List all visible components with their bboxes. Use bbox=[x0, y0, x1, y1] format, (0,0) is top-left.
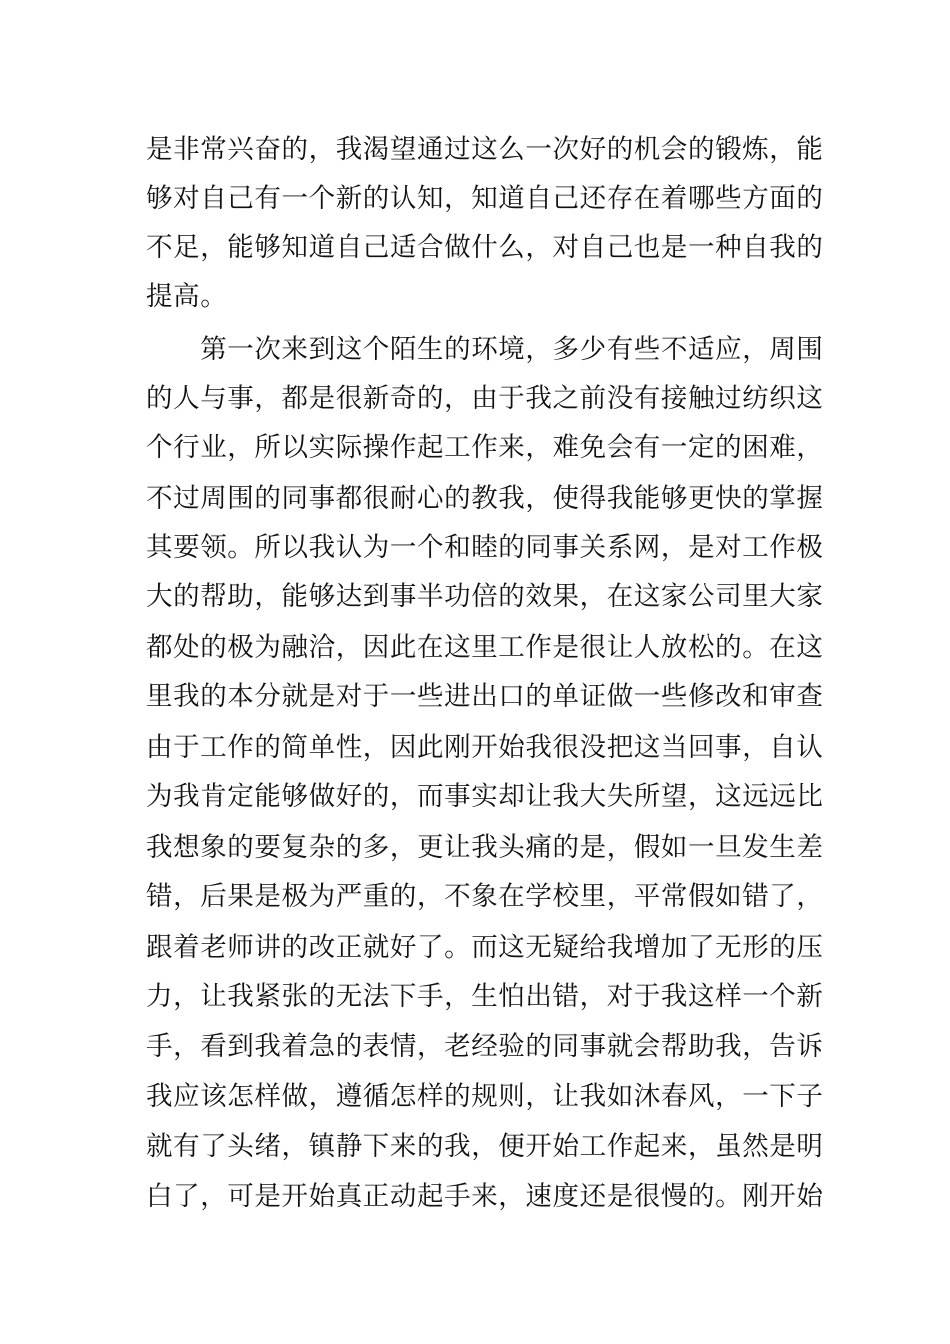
text-line: 不过周围的同事都很耐心的教我，使得我能够更快的掌握 bbox=[146, 483, 824, 514]
text-line: 手，看到我着急的表情，老经验的同事就会帮助我，告诉 bbox=[146, 1031, 824, 1062]
text-line: 个行业，所以实际操作起工作来，难免会有一定的困难， bbox=[146, 432, 824, 463]
text-line: 由于工作的简单性，因此刚开始我很没把这当回事，自认 bbox=[146, 732, 824, 763]
text-line: 提高。 bbox=[146, 281, 228, 312]
text-line: 力，让我紧张的无法下手，生怕出错，对于我这样一个新 bbox=[146, 981, 824, 1012]
text-line: 不足，能够知道自己适合做什么，对自己也是一种自我的 bbox=[146, 232, 824, 263]
text-line: 我想象的要复杂的多，更让我头痛的是，假如一旦发生差 bbox=[146, 832, 824, 863]
text-line: 跟着老师讲的改正就好了。而这无疑给我增加了无形的压 bbox=[146, 932, 824, 963]
text-line: 大的帮助，能够达到事半功倍的效果，在这家公司里大家 bbox=[146, 581, 824, 612]
text-line: 我应该怎样做，遵循怎样的规则，让我如沐春风，一下子 bbox=[146, 1081, 824, 1112]
text-line: 就有了头绪，镇静下来的我，便开始工作起来，虽然是明 bbox=[146, 1131, 824, 1162]
text-line: 里我的本分就是对于一些进出口的单证做一些修改和审查 bbox=[146, 681, 824, 712]
text-line: 够对自己有一个新的认知，知道自己还存在着哪些方面的 bbox=[146, 183, 824, 214]
text-line: 其要领。所以我认为一个和睦的同事关系网，是对工作极 bbox=[146, 532, 824, 563]
text-line: 白了，可是开始真正动起手来，速度还是很慢的。刚开始 bbox=[146, 1181, 824, 1212]
text-line: 的人与事，都是很新奇的，由于我之前没有接触过纺织这 bbox=[146, 383, 824, 414]
text-line: 都处的极为融洽，因此在这里工作是很让人放松的。在这 bbox=[146, 632, 824, 663]
text-line: 错，后果是极为严重的，不象在学校里，平常假如错了， bbox=[146, 881, 824, 912]
text-line: 是非常兴奋的，我渴望通过这么一次好的机会的锻炼，能 bbox=[146, 134, 824, 165]
text-line: 为我肯定能够做好的，而事实却让我大失所望，这远远比 bbox=[146, 781, 824, 812]
text-line: 第一次来到这个陌生的环境，多少有些不适应，周围 bbox=[146, 334, 824, 365]
